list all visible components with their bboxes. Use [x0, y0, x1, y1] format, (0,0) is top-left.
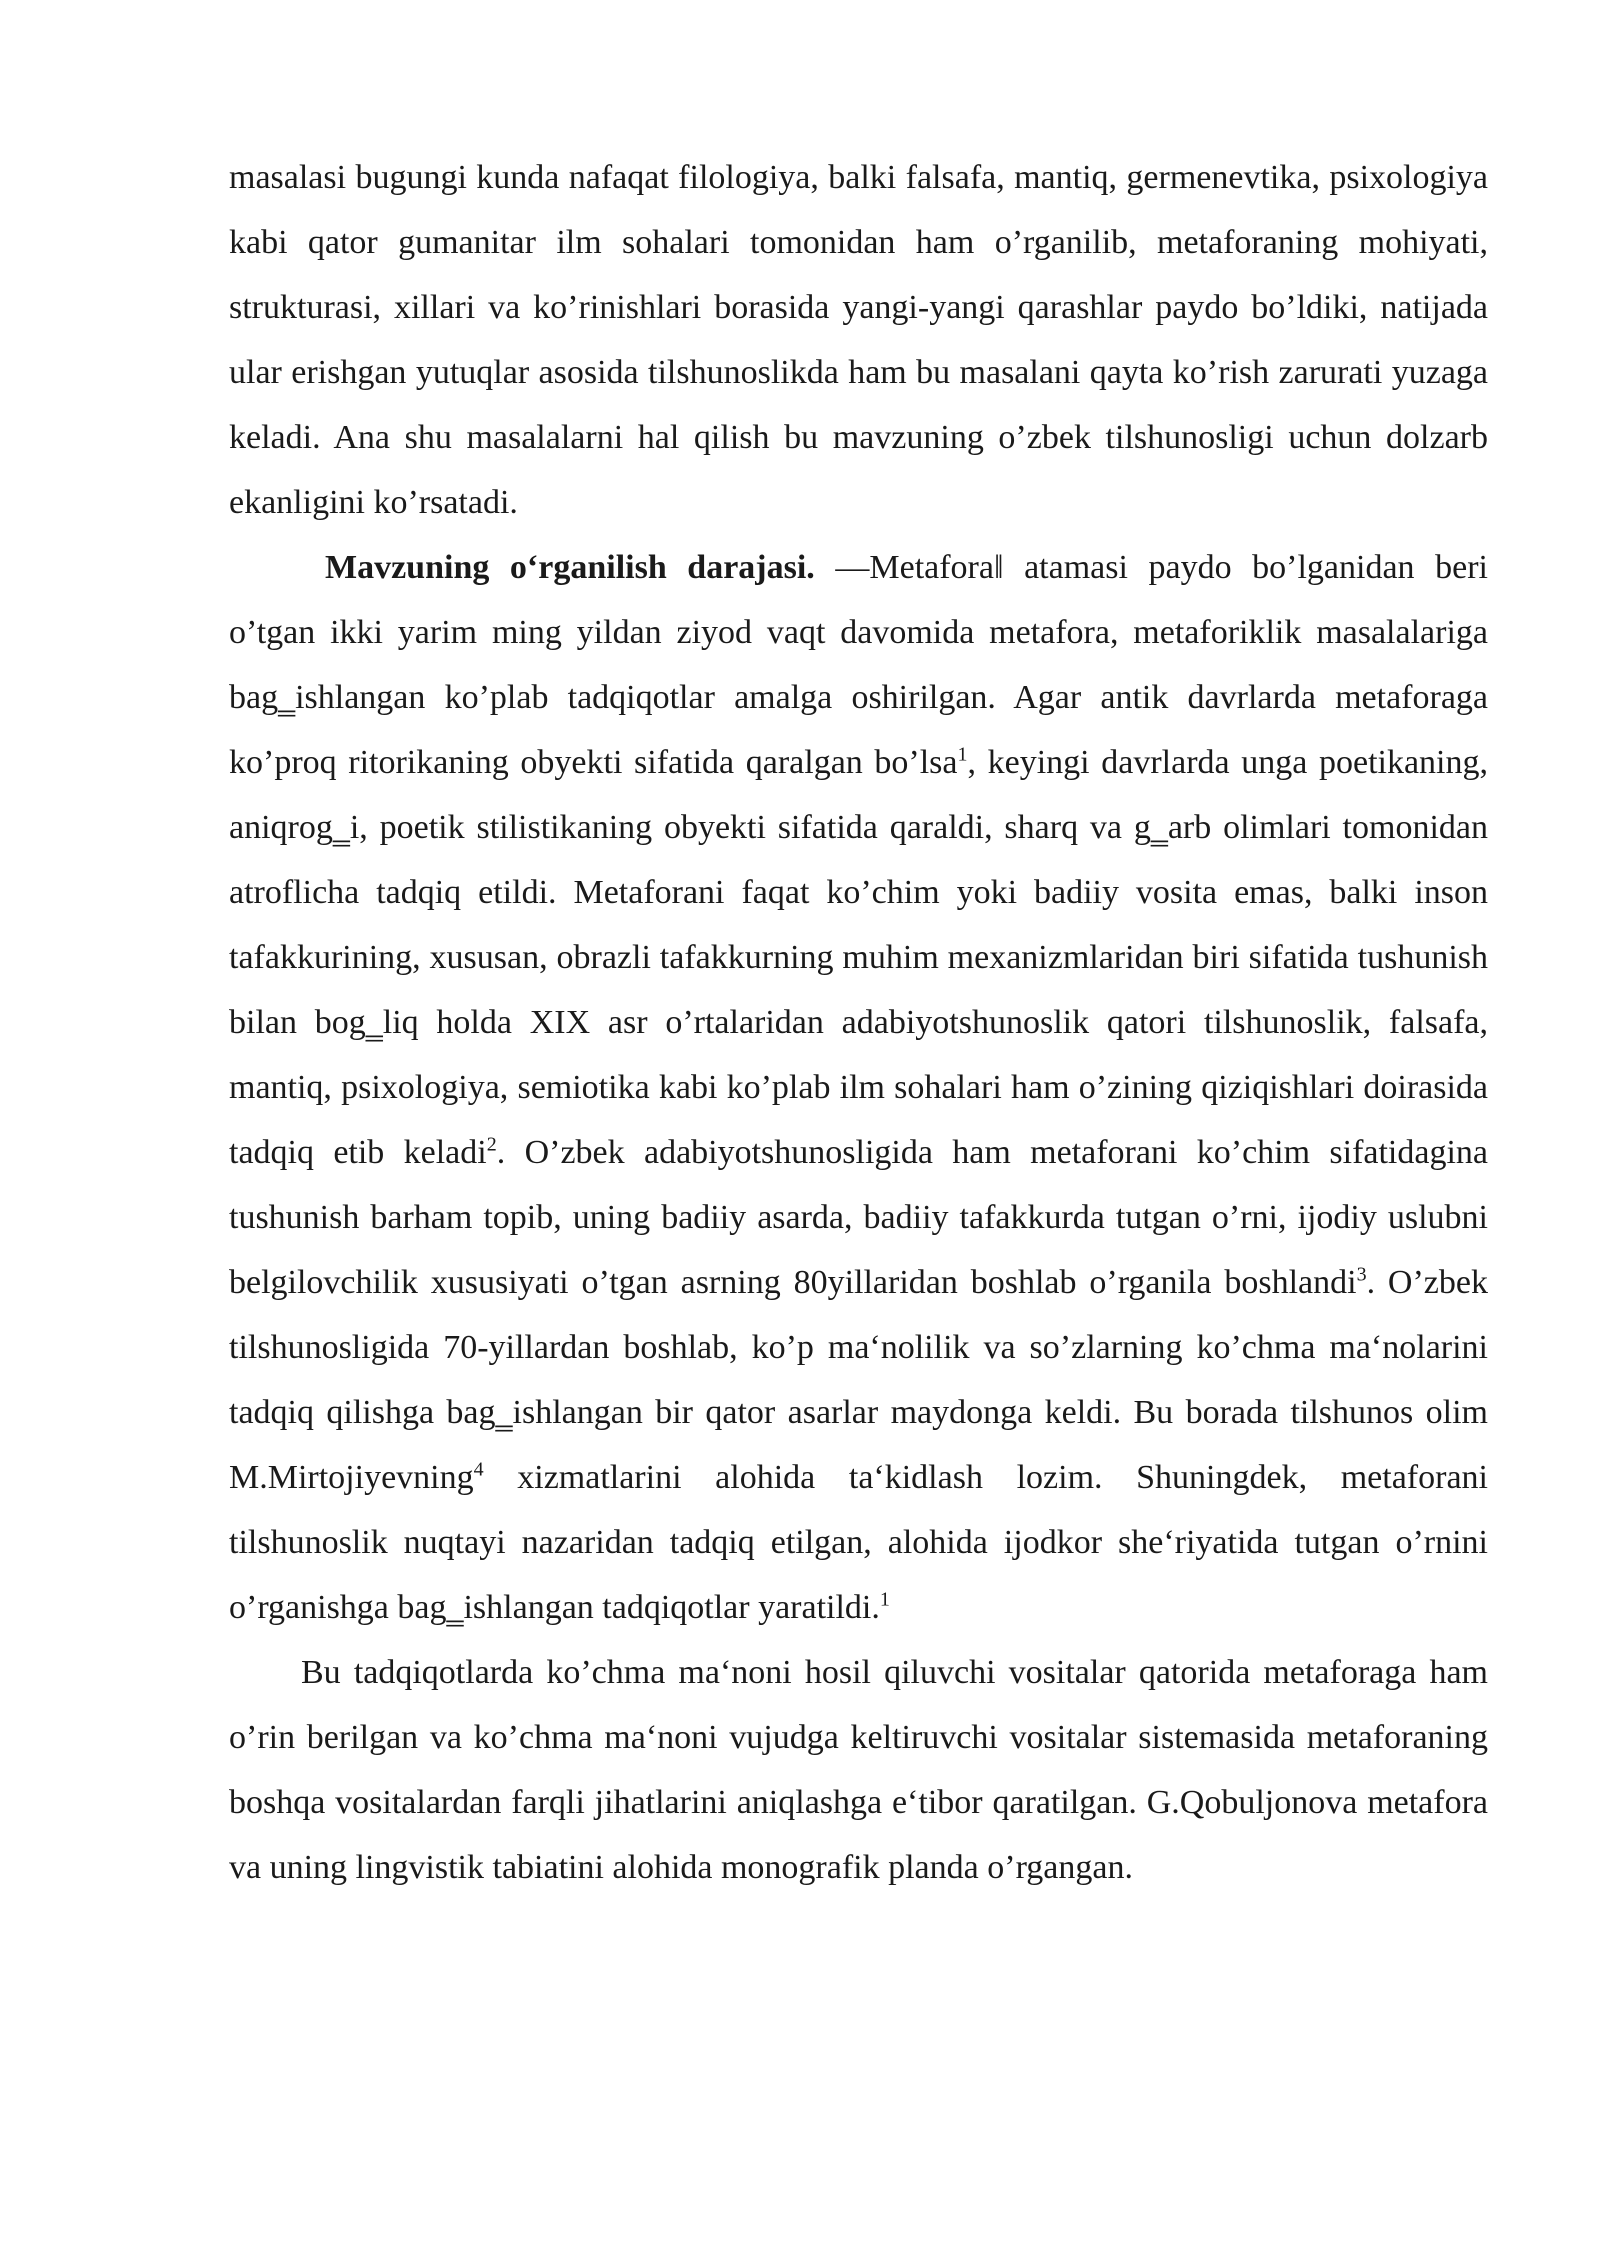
paragraph-intro	[229, 145, 1488, 535]
paragraph-text: masalasi bugungi kunda nafaqat filologiya, balki falsafa, mantiq, germenevtika, psixologiya kabi qator gumanitar ilm sohalari tomonidan ham o’rganilib, metaforaning mohiyati, strukturasi, xillari va ko’rinishlari borasida yangi-yangi qarashlar paydo bo’ldiki, natijada ular erishgan yutuqlar asosida tilshunoslikda ham bu masalani qayta ko’rish zarurati yuzaga keladi. Ana shu masalalarni hal qilish bu mavzuning o’zbek tilshunosligi uchun dolzarb ekanligini ko’rsatadi.	[229, 159, 1488, 521]
body-text	[229, 145, 1488, 1900]
paragraph-text: xizmatlarini alohida ta‘kidlash lozim. Shuningdek, metaforani tilshunoslik nuqtayi nazaridan tadqiq etilgan, alohida ijodkor she‘riyatida tutgan o’rnini o’rganishga bag‗ishlangan tadqiqotlar yaratildi.	[229, 1459, 1488, 1626]
paragraph-text: Bu tadqiqotlarda ko’chma ma‘noni hosil qiluvchi vositalar qatorida metaforaga ham o’rin berilgan va ko’chma ma‘noni vujudga keltiruvchi vositalar sistemasida metaforaning boshqa vositalardan farqli jihatlarini aniqlashga e‘tibor qaratilgan. G.Qobuljonova metafora va uning lingvistik tabiatini alohida monografik planda o’rgangan.	[229, 1654, 1488, 1886]
footnote-ref: 1	[957, 743, 968, 766]
paragraph-text: . O’zbek adabiyotshunosligida ham metaforani ko’chim sifatidagina tushunish barham topib, uning badiiy asarda, badiiy tafakkurda tutgan o’rni, ijodiy uslubni belgilovchilik xususiyati o’tgan asrning 80yillaridan boshlab o’rganila boshlandi	[229, 1134, 1489, 1301]
paragraph-text: . O’zbek tilshunosligida 70-yillardan boshlab, ko’p ma‘nolilik va so’zlarning ko’chma ma‘nolarini tadqiq qilishga bag‗ishlangan bir qator asarlar maydonga keldi. Bu borada tilshunos olim M.Mirtojiyevning	[229, 1264, 1488, 1496]
section-heading: Mavzuning o‘rganilish darajasi.	[325, 549, 815, 586]
paragraph-research	[229, 1640, 1488, 1900]
paragraph-text: ―Metafora‖ atamasi paydo bo’lganidan beri o’tgan ikki yarim ming yildan ziyod vaqt davomida metafora, metaforiklik masalalariga bag‗ishlangan ko’plab tadqiqotlar amalga oshirilgan. Agar antik davrlarda metaforaga ko’proq ritorikaning obyekti sifatida qaralgan bo’lsa	[229, 549, 1488, 781]
paragraph-study-level	[229, 535, 1488, 1640]
paragraph-text: , keyingi davrlarda unga poetikaning, aniqrog‗i, poetik stilistikaning obyekti sifatida qaraldi, sharq va g‗arb olimlari tomonidan atroflicha tadqiq etildi. Metaforani faqat ko’chim yoki badiiy vosita emas, balki inson tafakkurining, xususan, obrazli tafakkurning muhim mexanizmlaridan biri sifatida tushunish bilan bog‗liq holda XIX asr o’rtalaridan adabiyotshunoslik qatori tilshunoslik, falsafa, mantiq, psixologiya, semiotika kabi ko’plab ilm sohalari ham o’zining qiziqishlari doirasida tadqiq etib keladi	[229, 744, 1488, 1171]
footnote-ref: 1	[879, 1588, 890, 1611]
footnote-ref: 2	[486, 1133, 497, 1156]
footnote-ref: 3	[1356, 1263, 1367, 1286]
footnote-ref: 4	[473, 1458, 484, 1481]
